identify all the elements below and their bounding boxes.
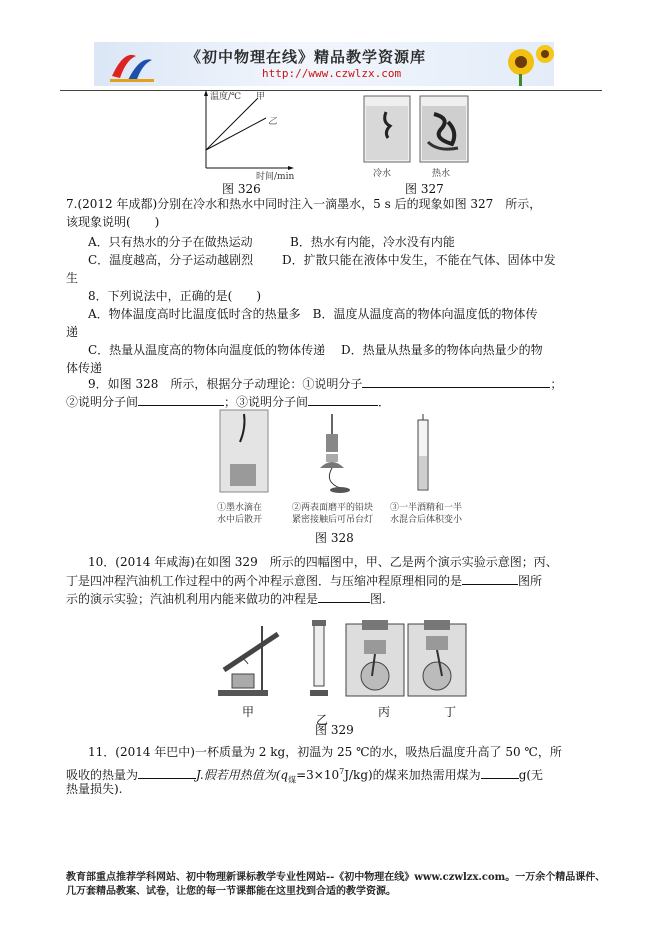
q11-text-3: =3×10 [296,768,340,782]
q11-line1: 11．(2014 年巴中)一杯质量为 2 kg，初温为 25 ℃的水，吸热后温度升高了 50 ℃，所 [88,745,562,759]
q9-blank-3[interactable] [308,394,378,406]
fig326-series-a: 甲 [256,92,266,102]
q11-blank-1[interactable] [138,767,196,779]
fig327-cold-label: 冷水 [373,169,392,179]
header-rule [60,90,602,91]
fig329-label-yi: 乙 [316,713,329,727]
q11-blank-2[interactable] [481,767,519,779]
q10-text-2: 图所 [518,574,543,588]
fig326-ylabel: 温度/℃ [210,92,242,102]
q7-option-b: B．热水有内能，冷水没有内能 [290,235,455,249]
q10-text-3: 示的演示实验；汽油机利用内能来做功的冲程是 [66,592,319,606]
q7-option-d: D．扩散只能在液体中发生，不能在气体、固体中发 [282,253,556,267]
q9-text-3: ②说明分子间 [66,395,139,409]
fig328-sub1: ①墨水滴在 [217,503,263,513]
q11-sub: 煤 [288,775,297,785]
q9-text-1: 9．如图 328 所示，根据分子动理论：①说明分子 [88,377,363,391]
q10-text-1: 丁是四冲程汽油机工作过程中的两个冲程示意图．与压缩冲程原理相同的是 [66,574,463,588]
fig329-label-ding: 丁 [444,705,457,719]
q8-option-cd: C．热量从温度高的物体向温度低的物体传递 D．热量从热量多的物体向热量少的物 [88,343,543,357]
fig329-images [212,614,484,706]
fig329-caption: 图 329 [315,723,354,737]
fig329-label-jia: 甲 [242,705,255,719]
q7-option-a: A．只有热水的分子在做热运动 [88,235,253,249]
q9-text-2: ； [550,377,563,391]
fig328-sub3b: 水混合后体积变小 [390,515,463,525]
q7-stem-line1: 7.(2012 年成都)分别在冷水和热水中同时注入一滴墨水，5 s 后的现象如图 327 所示， [66,197,542,211]
q8-option-cd-cont: 体传递 [66,361,103,375]
q9-text-5: ． [378,395,391,409]
q7-option-d-cont: 生 [66,271,79,285]
header-url[interactable]: http://www.czwlzx.com [262,67,402,80]
q11-text-5: g(无 [518,768,544,782]
q9-blank-1[interactable] [362,376,550,388]
q7-stem-line2: 该现象说明( ) [66,215,160,229]
fig326-caption: 图 326 [222,182,261,196]
footer-line1: 教育部重点推荐学科网站、初中物理新课标教学专业性网站--《初中物理在线》www.czwlzx.com。一万余个精品课件、 [66,872,606,883]
q7-option-c: C．温度越高，分子运动越剧烈 [88,253,254,267]
q8-stem: 8．下列说法中，正确的是( ) [88,289,261,303]
fig328-images [216,408,446,496]
fig326-series-b: 乙 [268,117,278,127]
q8-option-ab: A．物体温度高时比温度低时含的热量多 B．温度从温度高的物体向温度低的物体传 [88,307,538,321]
q10-line3 [66,591,386,607]
q9-line1 [88,376,562,392]
q10-line1: 10．(2014 年咸海)在如图 329 所示的四幅图中，甲、乙是两个演示实验示意图；丙、 [88,555,558,569]
fig328-sub3: ③一半酒精和一半 [390,503,463,513]
q11-text-1: 吸收的热量为 [66,768,139,782]
header-title: 《初中物理在线》精品教学资源库 [186,48,427,66]
q9-blank-2[interactable] [138,394,224,406]
q9-text-4: ；③说明分子间 [224,395,309,409]
q8-option-ab-cont: 递 [66,325,79,339]
fig326-xlabel: 时间/min [256,172,295,182]
q10-text-4: 图. [370,592,386,606]
footer-line2: 几万套精品教案、试卷，让您的每一节课都能在这里找到合适的教学资源。 [66,886,396,897]
fig328-sub2: ②两表面磨平的铅块 [292,503,374,513]
fig328-sub1b: 水中后散开 [217,515,263,525]
q10-blank-1[interactable] [462,573,518,585]
site-logo [106,46,166,84]
q11-line3: 热量损失). [66,782,123,796]
sunflower-image [499,42,554,86]
q11-line2 [66,764,543,787]
fig327-hot-label: 热水 [432,169,451,179]
q10-blank-2[interactable] [318,591,370,603]
fig328-sub2b: 紧密接触后可吊台灯 [292,515,374,525]
q10-line2 [66,573,542,589]
q11-text-4: J/kg)的煤来加热需用煤为 [344,768,481,782]
fig327-caption: 图 327 [405,182,444,196]
q11-sup: 7 [339,767,345,776]
q11-text-2: J.假若用热值为(q [196,768,289,782]
fig328-caption: 图 328 [315,531,354,545]
fig327-beakers [362,92,472,164]
fig329-label-bing: 丙 [378,705,391,719]
header-banner [94,42,554,86]
